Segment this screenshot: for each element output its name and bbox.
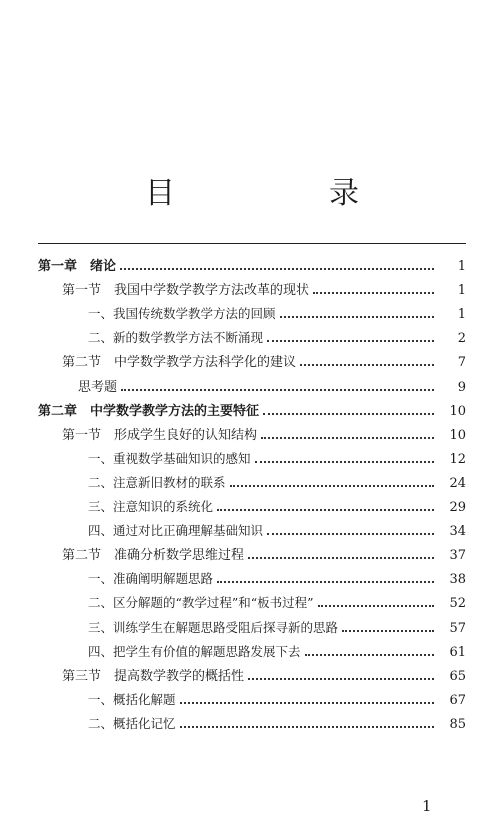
toc-entry <box>0 395 504 419</box>
toc-leader-dots <box>280 315 434 318</box>
toc-entry <box>0 250 504 274</box>
toc-entry-title: 一、重视数学基础知识的感知 <box>88 450 251 466</box>
toc-entry <box>0 708 504 732</box>
toc-leader-dots <box>318 604 434 607</box>
toc-entry <box>0 443 504 467</box>
toc-entry-title: 四、把学生有价值的解题思路发展下去 <box>88 643 301 659</box>
toc-entry-page: 65 <box>449 668 466 684</box>
toc-entry-title: 四、通过对比正确理解基础知识 <box>88 523 264 539</box>
toc-leader-dots <box>305 653 434 656</box>
toc-entry-page: 61 <box>449 644 466 660</box>
toc-entry-page: 1 <box>457 283 466 299</box>
toc-leader-dots <box>217 580 434 583</box>
toc-entry-page: 52 <box>449 596 466 612</box>
toc-entry-page: 9 <box>457 379 466 395</box>
toc-leader-dots <box>248 556 434 559</box>
toc-entry-page: 10 <box>449 403 466 419</box>
toc-entry <box>0 298 504 322</box>
toc-leader-dots <box>230 484 434 487</box>
toc-entry <box>0 563 504 587</box>
toc-entry-page: 85 <box>449 716 466 732</box>
toc-entry-page: 29 <box>449 500 466 515</box>
toc-leader-dots <box>121 388 434 391</box>
toc-entry-title: 二、新的数学教学方法不断涌现 <box>88 330 264 346</box>
toc-entry <box>0 371 504 395</box>
toc-entry-page: 34 <box>449 524 466 540</box>
toc-entry-page: 67 <box>449 692 466 708</box>
toc-leader-dots <box>300 363 434 366</box>
toc-leader-dots <box>263 412 434 415</box>
toc-entry <box>0 419 504 443</box>
toc-entry <box>0 684 504 708</box>
toc-leader-dots <box>267 532 434 535</box>
toc-leader-dots <box>342 629 434 632</box>
toc-entry-page: 38 <box>449 572 466 588</box>
toc-entry <box>0 322 504 346</box>
toc-entry-title: 三、训练学生在解题思路受阻后探寻新的思路 <box>88 619 339 635</box>
toc-entry-page: 12 <box>449 451 466 467</box>
toc-leader-dots <box>255 460 434 463</box>
toc-entry <box>0 515 504 539</box>
toc-entry-page: 37 <box>449 548 466 564</box>
toc-entry <box>0 587 504 611</box>
toc-entry-title: 第二节 中学数学教学方法科学化的建议 <box>62 355 297 371</box>
title-divider <box>38 243 466 244</box>
toc-entry-title: 一、准确阐明解题思路 <box>88 571 214 587</box>
page-title: 目 录 <box>145 176 421 211</box>
toc-entry-title: 第二节 准确分析数学思维过程 <box>62 548 245 564</box>
toc-entry-title: 第二章 中学数学教学方法的主要特征 <box>38 403 260 419</box>
toc-entry <box>0 274 504 298</box>
toc-entry-title: 二、注意新旧教材的联系 <box>88 474 226 490</box>
toc-leader-dots <box>248 677 434 680</box>
toc-entry <box>0 660 504 684</box>
toc-leader-dots <box>120 267 434 270</box>
toc-entry-page: 1 <box>457 259 466 274</box>
toc-entry-page: 1 <box>457 307 466 323</box>
toc-entry-page: 57 <box>449 620 466 636</box>
toc-entry-title: 一、概括化解题 <box>88 691 176 707</box>
toc-entry-page: 10 <box>449 427 466 443</box>
toc-entry-title: 二、区分解题的“教学过程”和“板书过程” <box>88 595 314 611</box>
toc-entry-title: 第一章 绪论 <box>38 259 117 274</box>
toc-entry <box>0 491 504 515</box>
toc-leader-dots <box>267 339 434 342</box>
page-number: 1 <box>422 797 432 815</box>
toc-leader-dots <box>313 291 434 294</box>
toc-leader-dots <box>261 436 434 439</box>
toc-entry <box>0 467 504 491</box>
toc-entry-title: 思考题 <box>78 379 118 395</box>
toc-entry-title: 第一节 我国中学数学教学方法改革的现状 <box>62 283 310 299</box>
toc-entry <box>0 346 504 370</box>
toc-entry <box>0 636 504 660</box>
toc-entry-title: 二、概括化记忆 <box>88 715 176 731</box>
toc-entry-page: 7 <box>457 355 466 371</box>
toc-leader-dots <box>217 508 434 511</box>
toc-entry-title: 第一节 形成学生良好的认知结构 <box>62 427 258 443</box>
toc-entry-page: 24 <box>449 475 466 491</box>
toc-leader-dots <box>180 725 434 728</box>
toc-entry <box>0 612 504 636</box>
toc-entry-title: 一、我国传统数学教学方法的回顾 <box>88 306 276 322</box>
toc-entry-title: 第三节 提高数学教学的概括性 <box>62 668 245 684</box>
toc-entry-page: 2 <box>457 331 466 347</box>
toc-entry-title: 三、注意知识的系统化 <box>88 499 214 514</box>
toc-entry <box>0 539 504 563</box>
toc-leader-dots <box>180 701 434 704</box>
